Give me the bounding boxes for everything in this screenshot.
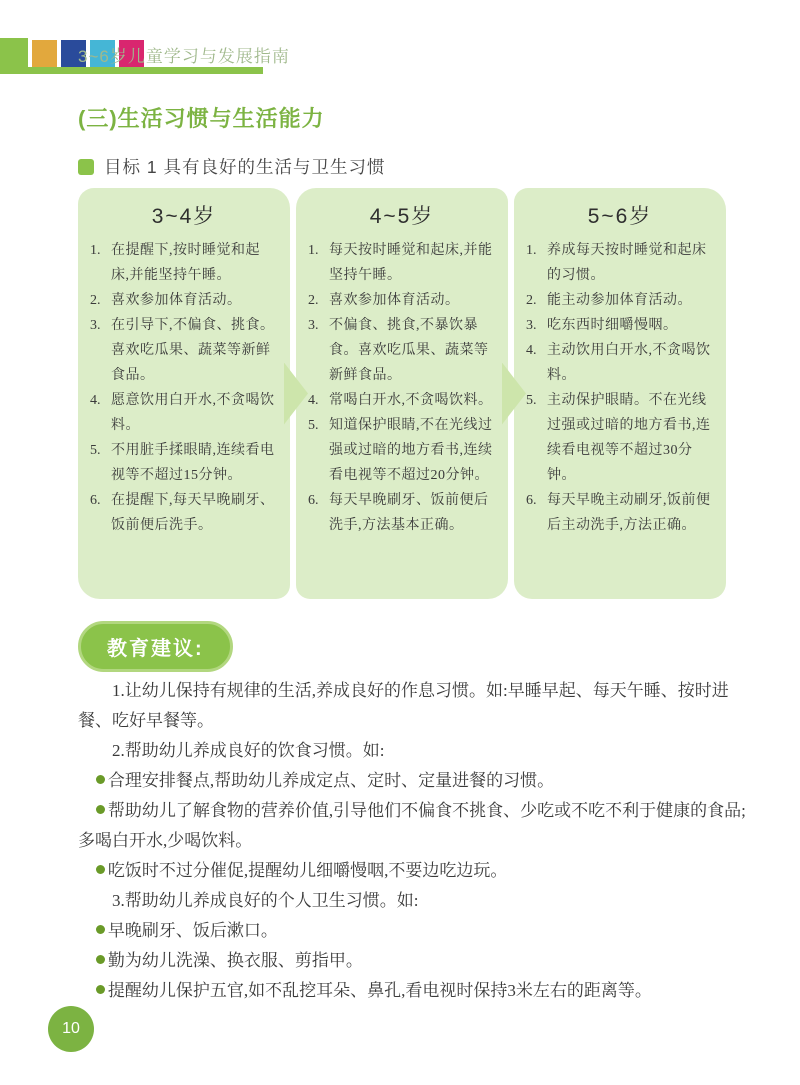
advice-bullet: 勤为幼儿洗澡、换衣服、剪指甲。 [78, 946, 748, 976]
column-age-4-5 [296, 188, 508, 599]
book-title: 3~6岁儿童学习与发展指南 [78, 47, 290, 66]
section-title: (三)生活习惯与生活能力 [78, 106, 325, 131]
advice-body [78, 676, 748, 1006]
advice-paragraph: 2.帮助幼儿养成良好的饮食习惯。如: [112, 741, 385, 760]
standard-item: 3. 不偏食、挑食,不暴饮暴食。喜欢吃瓜果、蔬菜等新鲜食品。 [308, 318, 489, 383]
page-number: 10 [62, 1020, 80, 1037]
standard-item: 6. 每天早晚主动刷牙,饭前便后主动洗手,方法正确。 [526, 493, 711, 533]
standard-item: 4. 常喝白开水,不贪喝饮料。 [308, 393, 493, 408]
standard-item: 6. 在提醒下,每天早晚刷牙、饭前便后洗手。 [90, 493, 275, 533]
column-age-header: 4~5岁 [369, 205, 435, 228]
standard-item: 4. 主动饮用白开水,不贪喝饮料。 [526, 343, 711, 383]
advice-bullet: 合理安排餐点,帮助幼儿养成定点、定时、定量进餐的习惯。 [78, 766, 748, 796]
standard-item: 2. 喜欢参加体育活动。 [90, 293, 242, 308]
standard-item: 2. 喜欢参加体育活动。 [308, 293, 460, 308]
bullet-dot-icon [96, 985, 105, 994]
goal-heading [78, 154, 385, 179]
bullet-dot-icon [96, 805, 105, 814]
standard-item: 2. 能主动参加体育活动。 [526, 293, 692, 308]
advice-badge: 教育建议: [78, 621, 233, 672]
advice-bullet: 吃饭时不过分催促,提醒幼儿细嚼慢咽,不要边吃边玩。 [78, 856, 748, 886]
page-number-badge [48, 1006, 94, 1052]
bullet-dot-icon [96, 775, 105, 784]
standard-item: 6. 每天早晚刷牙、饭前便后洗手,方法基本正确。 [308, 493, 489, 533]
header-green-bar [0, 67, 263, 74]
bullet-dot-icon [96, 865, 105, 874]
advice-bullet: 早晚刷牙、饭后漱口。 [78, 916, 748, 946]
standard-item: 4. 愿意饮用白开水,不贪喝饮料。 [90, 393, 275, 433]
standard-item: 1. 每天按时睡觉和起床,并能坚持午睡。 [308, 243, 493, 283]
column-age-3-4 [78, 188, 290, 599]
advice-paragraph: 1.让幼儿保持有规律的生活,养成良好的作息习惯。如:早睡早起、每天午睡、按时进餐、吃好早餐等。 [78, 681, 729, 730]
standard-item: 5. 主动保护眼睛。不在光线过强或过暗的地方看书,连续看电视等不超过30分钟。 [526, 393, 711, 483]
brand-square-yellow [32, 40, 57, 67]
advice-paragraph: 3.帮助幼儿养成良好的个人卫生习惯。如: [112, 891, 419, 910]
column-age-header: 3~4岁 [151, 205, 217, 228]
goal-text: 目标 1 具有良好的生活与卫生习惯 [104, 157, 386, 177]
standard-item: 5. 不用脏手揉眼睛,连续看电视等不超过15分钟。 [90, 443, 275, 483]
column-age-header: 5~6岁 [587, 205, 653, 228]
advice-bullet: 提醒幼儿保护五官,如不乱挖耳朵、鼻孔,看电视时保持3米左右的距离等。 [78, 976, 748, 1006]
column-age-5-6 [514, 188, 726, 599]
advice-bullet: 帮助幼儿了解食物的营养价值,引导他们不偏食不挑食、少吃或不吃不利于健康的食品;多喝白开水,少喝饮料。 [78, 801, 746, 850]
bullet-dot-icon [96, 955, 105, 964]
standard-item: 3. 在引导下,不偏食、挑食。喜欢吃瓜果、蔬菜等新鲜食品。 [90, 318, 275, 383]
standard-item: 3. 吃东西时细嚼慢咽。 [526, 318, 678, 333]
age-columns [78, 188, 726, 599]
standard-item: 1. 在提醒下,按时睡觉和起床,并能坚持午睡。 [90, 243, 260, 283]
standard-item: 5. 知道保护眼睛,不在光线过强或过暗的地方看书,连续看电视等不超过20分钟。 [308, 418, 493, 483]
goal-square-icon [78, 159, 94, 175]
standard-item: 1. 养成每天按时睡觉和起床的习惯。 [526, 243, 707, 283]
bullet-dot-icon [96, 925, 105, 934]
